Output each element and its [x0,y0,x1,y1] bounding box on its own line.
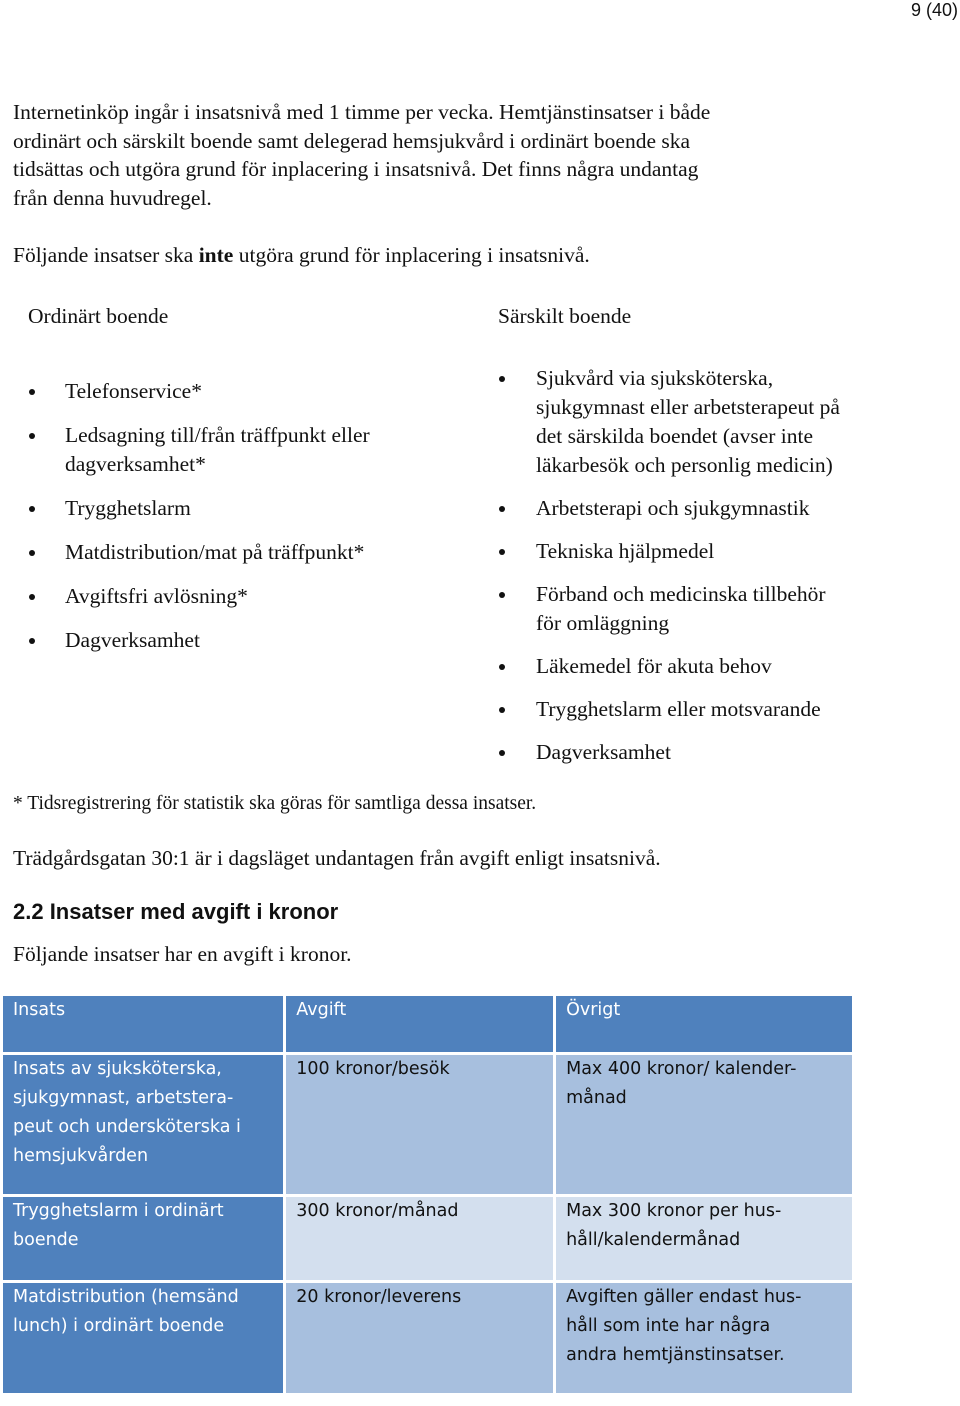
bullet-icon [499,664,505,670]
cell-insats: Trygghetslarm i ordinärt boende [3,1197,286,1283]
list-item: Tekniska hjälpmedel [499,537,840,566]
table-row [3,1055,852,1197]
bullet-icon [29,550,35,556]
list-item: Trygghetslarm [29,494,370,523]
ordinary-housing-list [29,377,370,655]
list-item: Ledsagning till/från träffpunkt eller dagverksamhet* [29,421,370,479]
cell-ovrigt: Max 300 kronor per hus- håll/kalendermånad [556,1197,852,1283]
column-header-insats: Insats [3,996,286,1055]
intro-line: tidsättas och utgöra grund för inplacering i insatsnivå. Det finns några undantag [13,157,699,182]
bullet-icon [29,594,35,600]
column-header-ovrigt: Övrigt [556,996,852,1055]
bullet-icon [29,638,35,644]
list-item: Sjukvård via sjuksköterska, sjukgymnast eller arbetsterapeut på det särskilda boendet (avser inte läkarbesök och personlig medicin) [499,364,840,480]
list-item: Förband och medicinska tillbehör för omläggning [499,580,840,638]
list-item: Trygghetslarm eller motsvarande [499,695,840,724]
table-row [3,1197,852,1283]
cell-avgift: 300 kronor/månad [286,1197,556,1283]
bullet-icon [499,750,505,756]
bullet-icon [499,506,505,512]
footnote: * Tidsregistrering för statistik ska göras för samtliga dessa insatser. [13,793,537,814]
intro-line: Internetinköp ingår i insatsnivå med 1 timme per vecka. Hemtjänstinsatser i både [13,100,711,124]
bullet-icon [499,376,505,382]
exclusion-text-end: utgöra grund för inplacering i insatsnivå. [233,243,590,267]
intro-line: ordinärt och särskilt boende samt delegerad hemsjukvård i ordinärt boende ska [13,128,691,153]
list-item: Dagverksamhet [29,626,370,655]
table-row [3,1283,852,1393]
list-item: Läkemedel för akuta behov [499,652,840,681]
bullet-icon [499,549,505,555]
intro-line: från denna huvudregel. [13,185,212,210]
special-housing-heading: Särskilt boende [498,304,632,328]
cell-avgift: 20 kronor/leverens [286,1283,556,1393]
exception-note: Trädgårdsgatan 30:1 är i dagsläget undantagen från avgift enligt insatsnivå. [13,846,661,870]
ordinary-housing-heading: Ordinärt boende [28,304,169,328]
section-intro: Följande insatser har en avgift i kronor. [13,942,352,966]
bullet-icon [29,389,35,395]
special-housing-list [499,364,840,767]
page-number: 9 (40) [910,0,958,20]
exclusion-emphasis: inte [198,243,234,267]
cell-insats: Matdistribution (hemsänd lunch) i ordinärt boende [3,1283,286,1393]
list-item: Telefonservice* [29,377,370,406]
bullet-icon [29,433,35,439]
table-header-row [3,996,852,1055]
cell-avgift: 100 kronor/besök [286,1055,556,1197]
exclusion-text-start: Följande insatser ska [13,243,199,267]
intro-paragraph [13,98,913,212]
cell-ovrigt: Avgiften gäller endast hus- håll som inte har några andra hemtjänstinsatser. [556,1283,852,1393]
section-heading: 2.2 Insatser med avgift i kronor [13,899,339,924]
list-item: Avgiftsfri avlösning* [29,582,370,611]
fee-table [3,996,852,1393]
bullet-icon [499,707,505,713]
column-header-avgift: Avgift [286,996,556,1055]
bullet-icon [29,506,35,512]
list-item: Dagverksamhet [499,738,840,767]
exclusion-sentence [13,241,913,270]
list-item: Arbetsterapi och sjukgymnastik [499,494,840,523]
bullet-icon [499,592,505,598]
cell-ovrigt: Max 400 kronor/ kalender- månad [556,1055,852,1197]
list-item: Matdistribution/mat på träffpunkt* [29,538,370,567]
cell-insats: Insats av sjuksköterska, sjukgymnast, arbetstera- peut och undersköterska i hemsjukvården [3,1055,286,1197]
